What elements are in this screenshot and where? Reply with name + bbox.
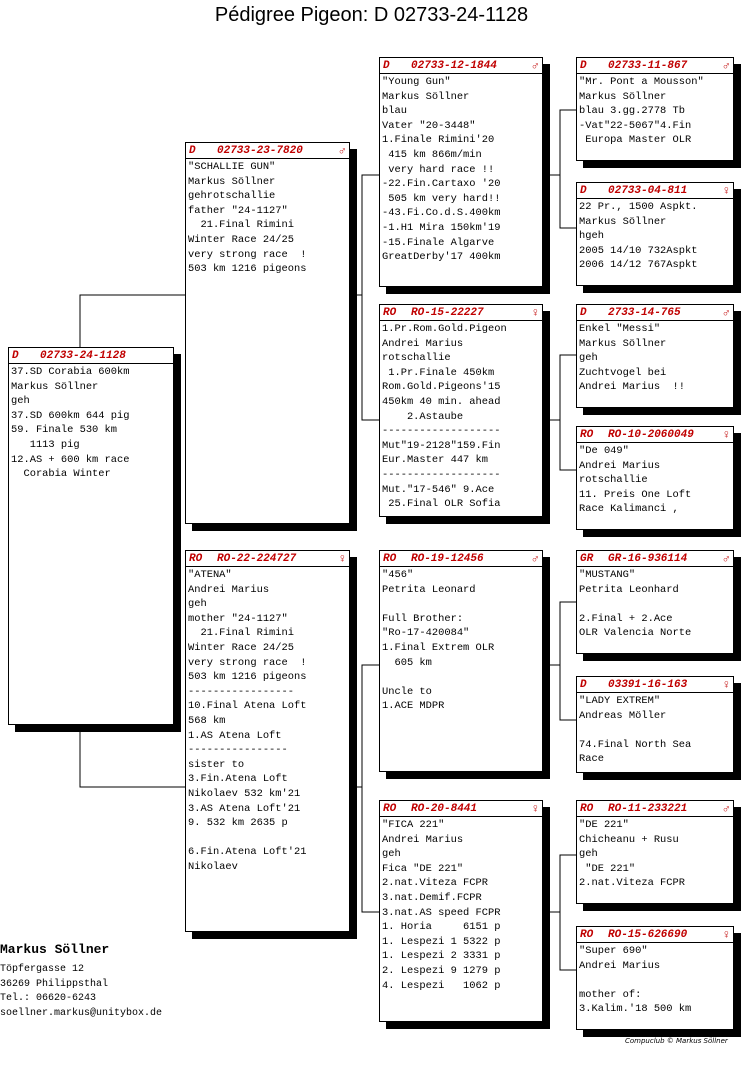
ring-header (186, 143, 349, 159)
detail-line: 3.nat.Demif.FCPR (382, 891, 482, 904)
connector-subject-sire (80, 295, 185, 347)
connector-dd-ddd (560, 912, 576, 970)
country-code: D (383, 59, 390, 72)
detail-line: Mut"19-2128"159.Fin (382, 439, 501, 452)
owner-city: 36269 Philippsthal (0, 978, 109, 990)
sex-symbol: ♂ (722, 801, 730, 816)
detail-line: Europa Master OLR (579, 134, 692, 147)
pigeon-card-dsd[interactable] (576, 676, 734, 773)
detail-line: Vater "20-3448" (382, 119, 476, 132)
detail-line: Andreas Möller (579, 709, 667, 722)
detail-line: "FICA 221" (382, 819, 445, 831)
pigeon-details (577, 567, 733, 642)
ring-header (577, 677, 733, 693)
ring-number: 02733-11-867 (608, 59, 688, 72)
ring-number: RO-15-626690 (608, 928, 688, 941)
country-code: RO (383, 552, 397, 565)
pigeon-card-ddd[interactable] (576, 926, 734, 1030)
pigeon-details (577, 74, 733, 149)
detail-line: 2.nat.Viteza FCPR (579, 877, 686, 890)
ring-header (380, 305, 542, 321)
pigeon-details (577, 199, 733, 274)
country-code: RO (580, 928, 594, 941)
detail-line: very hard race !! (382, 163, 495, 176)
detail-line: Zuchtvogel bei (579, 366, 667, 379)
detail-line: Markus Söllner (188, 175, 276, 188)
owner-name: Markus Söllner (0, 942, 110, 957)
pigeon-details (380, 74, 542, 266)
ring-number: RO-20-8441 (411, 802, 478, 815)
detail-line: 1. Horia 6151 p (382, 921, 501, 934)
detail-line: 3.Kalim.'18 500 km (579, 1003, 692, 1016)
detail-line: "456" (382, 569, 414, 581)
detail-line: "DE 221" (579, 819, 629, 831)
country-code: D (189, 144, 196, 157)
connector-ss-sss (543, 110, 576, 175)
detail-line: 415 km 866m/min (382, 148, 482, 161)
sex-symbol: ♂ (338, 143, 346, 158)
detail-line: "DE 221" (579, 862, 636, 875)
detail-line: blau (382, 105, 407, 118)
detail-line: geh (188, 598, 207, 611)
pigeon-card-dds[interactable] (576, 800, 734, 904)
pigeon-card-sss[interactable] (576, 57, 734, 161)
ring-header (577, 927, 733, 943)
pigeon-card-sire-sire[interactable] (379, 57, 543, 287)
ring-number: 02733-12-1844 (411, 59, 497, 72)
detail-line: -43.Fi.Co.d.S.400km (382, 207, 501, 220)
sex-symbol: ♀ (722, 927, 730, 942)
detail-line: "MUSTANG" (579, 569, 636, 581)
detail-line: geh (11, 395, 30, 408)
detail-line: 22 Pr., 1500 Aspkt. (579, 201, 698, 213)
detail-line: mother "24-1127" (188, 612, 288, 625)
detail-line: Nikolaev 532 km'21 (188, 787, 301, 800)
detail-line: Race Kalimanci , (579, 503, 679, 516)
detail-line: Markus Söllner (579, 215, 667, 228)
ring-header (577, 427, 733, 443)
page-title: Pédigree Pigeon: D 02733-24-1128 (214, 4, 529, 26)
detail-line: very strong race ! (188, 656, 307, 669)
connector-ds-dsd (560, 665, 576, 720)
detail-line: Andrei Marius !! (579, 381, 686, 394)
detail-line: "Young Gun" (382, 76, 451, 88)
detail-line: 2. Lespezi 9 1279 p (382, 964, 501, 977)
detail-line: Markus Söllner (579, 90, 667, 103)
detail-line: Markus Söllner (11, 380, 99, 393)
owner-email[interactable]: soellner.markus@unitybox.de (0, 1007, 163, 1019)
detail-line: 1.AS Atena Loft (188, 729, 282, 742)
detail-line: 6.Fin.Atena Loft'21 (188, 846, 307, 859)
sex-symbol: ♀ (722, 677, 730, 692)
sex-symbol: ♀ (531, 305, 539, 320)
detail-line: "SCHALLIE GUN" (188, 161, 276, 173)
ring-header (577, 183, 733, 199)
sex-symbol: ♂ (722, 551, 730, 566)
detail-line: "Mr. Pont a Mousson" (579, 76, 704, 88)
country-code: D (580, 59, 587, 72)
ring-header (380, 801, 542, 817)
detail-line: -15.Finale Algarve (382, 236, 495, 249)
owner-phone: Tel.: 06620-6243 (0, 993, 97, 1004)
pigeon-card-subject[interactable] (8, 347, 174, 725)
country-code: D (580, 678, 587, 691)
detail-line: Rom.Gold.Pigeons'15 (382, 381, 501, 394)
detail-line: Mut."17-546" 9.Ace (382, 483, 495, 496)
pigeon-details (380, 321, 542, 513)
detail-line (382, 597, 540, 612)
connector-subject-dam (80, 725, 185, 787)
detail-line: 37.SD 600km 644 pig (11, 409, 130, 422)
pigeon-details (577, 443, 733, 518)
detail-line: 25.Final OLR Sofia (382, 498, 501, 511)
detail-line: -Vat"22-5067"4.Fin (579, 119, 692, 132)
detail-line: 505 km very hard!! (382, 192, 501, 205)
connector-sire-ss (350, 175, 379, 295)
pigeon-details (380, 817, 542, 994)
detail-line: 1. Lespezi 2 3331 p (382, 950, 501, 963)
detail-line: hgeh (579, 230, 604, 243)
detail-line: -1.H1 Mira 150km'19 (382, 221, 501, 234)
pigeon-details (186, 567, 349, 875)
detail-line: 21.Final Rimini (188, 627, 295, 640)
detail-line: Winter Race 24/25 (188, 233, 295, 246)
credit-text: Compuclub © Markus Söllner (625, 1037, 728, 1045)
detail-line: Markus Söllner (579, 337, 667, 350)
detail-line: 1.ACE MDPR (382, 700, 445, 713)
detail-line: ---------------- (188, 744, 288, 757)
detail-line: Nikolaev (188, 860, 238, 873)
pigeon-card-sdd[interactable] (576, 426, 734, 530)
pigeon-card-dss[interactable] (576, 550, 734, 654)
detail-line: "Ro-17-420084" (382, 627, 470, 640)
detail-line: father "24-1127" (188, 204, 288, 217)
detail-line: Fica "DE 221" (382, 862, 464, 875)
detail-line: ----------------- (188, 685, 295, 698)
ring-number: RO-19-12456 (411, 552, 484, 565)
detail-line (579, 973, 731, 988)
sex-symbol: ♀ (338, 551, 346, 566)
detail-line: geh (579, 848, 598, 861)
detail-line: Corabia Winter (11, 468, 111, 481)
detail-line: very strong race ! (188, 248, 307, 261)
detail-line: 1.Finale Rimini'20 (382, 134, 495, 147)
pigeon-details (186, 159, 349, 278)
detail-line: 1.Pr.Finale 450km (382, 366, 495, 379)
detail-line: Eur.Master 447 km (382, 454, 489, 467)
detail-line: 10.Final Atena Loft (188, 700, 307, 713)
detail-line: 503 km 1216 pigeons (188, 671, 307, 684)
sex-symbol: ♂ (722, 305, 730, 320)
connector-dam-dd (362, 787, 379, 912)
pigeon-card-ssd[interactable] (576, 182, 734, 286)
detail-line: GreatDerby'17 400km (382, 251, 501, 264)
ring-header (577, 305, 733, 321)
detail-line (382, 670, 540, 685)
detail-line: Petrita Leonard (382, 583, 476, 596)
pigeon-details (577, 321, 733, 396)
ring-header (380, 58, 542, 74)
ring-number: 2733-14-765 (608, 306, 681, 319)
detail-line: "Super 690" (579, 945, 648, 957)
ring-number: 02733-04-811 (608, 184, 688, 197)
detail-line: 2005 14/10 732Aspkt (579, 244, 698, 257)
connector-sd-sdd (560, 420, 576, 470)
detail-line: 2.Final + 2.Ace (579, 612, 673, 625)
ring-number: 03391-16-163 (608, 678, 688, 691)
detail-line: "ATENA" (188, 569, 232, 581)
detail-line: 1.Final Extrem OLR (382, 641, 495, 654)
ring-number: RO-11-233221 (608, 802, 688, 815)
sex-symbol: ♀ (531, 801, 539, 816)
country-code: RO (383, 306, 397, 319)
sex-symbol: ♂ (531, 58, 539, 73)
pigeon-card-sire-dam[interactable] (379, 304, 543, 517)
country-code: GR (580, 552, 594, 565)
pigeon-details (577, 817, 733, 892)
detail-line: rotschallie (382, 352, 451, 365)
detail-line: Full Brother: (382, 612, 464, 625)
detail-line: Chicheanu + Rusu (579, 833, 679, 846)
pigeon-card-dam-sire[interactable] (379, 550, 543, 772)
ring-header (380, 551, 542, 567)
detail-line: Markus Söllner (382, 90, 470, 103)
connector-ss-ssd (560, 175, 576, 228)
connector-sire-sd (362, 295, 379, 420)
detail-line: "LADY EXTREM" (579, 695, 661, 707)
detail-line: Race (579, 753, 604, 766)
detail-line: ------------------- (382, 425, 501, 438)
sex-symbol: ♀ (722, 427, 730, 442)
detail-line: 12.AS + 600 km race (11, 453, 130, 466)
ring-header (9, 348, 173, 364)
detail-line: 9. 532 km 2635 p (188, 817, 288, 830)
detail-line: 568 km (188, 714, 226, 727)
owner-block (0, 941, 162, 1021)
detail-line: 450km 40 min. ahead (382, 395, 501, 408)
detail-line: OLR Valencia Norte (579, 627, 692, 640)
detail-line: 37.SD Corabia 600km (11, 366, 130, 378)
pigeon-details (9, 364, 173, 483)
detail-line: geh (579, 352, 598, 365)
detail-line: 3.nat.AS speed FCPR (382, 906, 501, 919)
detail-line: 1.Pr.Rom.Gold.Pigeon (382, 323, 507, 335)
detail-line: Andrei Marius (382, 337, 464, 350)
sex-symbol: ♂ (722, 58, 730, 73)
connector-dd-dds (543, 855, 576, 912)
ring-header (577, 58, 733, 74)
detail-line: gehrotschallie (188, 190, 276, 203)
detail-line: 3.AS Atena Loft'21 (188, 802, 301, 815)
ring-number: 02733-23-7820 (217, 144, 303, 157)
ring-number: RO-22-224727 (217, 552, 297, 565)
detail-line: 605 km (382, 656, 432, 669)
detail-line: Andrei Marius (579, 459, 661, 472)
ring-header (577, 551, 733, 567)
detail-line: -22.Fin.Cartaxo '20 (382, 178, 501, 191)
detail-line: Andrei Marius (579, 959, 661, 972)
detail-line: ------------------- (382, 468, 501, 481)
detail-line: 2006 14/12 767Aspkt (579, 259, 698, 272)
ring-header (186, 551, 349, 567)
country-code: D (12, 349, 19, 362)
ring-number: RO-15-22227 (411, 306, 484, 319)
country-code: RO (580, 428, 594, 441)
country-code: RO (580, 802, 594, 815)
connector-sd-sds (543, 355, 576, 420)
detail-line: Winter Race 24/25 (188, 641, 295, 654)
pigeon-card-sire[interactable] (185, 142, 350, 524)
ring-number: GR-16-936114 (608, 552, 688, 565)
ring-number: RO-10-2060049 (608, 428, 694, 441)
sex-symbol: ♀ (722, 183, 730, 198)
ring-number: 02733-24-1128 (40, 349, 126, 362)
detail-line: geh (382, 848, 401, 861)
detail-line: 21.Final Rimini (188, 219, 295, 232)
detail-line: sister to (188, 758, 245, 771)
detail-line: rotschallie (579, 474, 648, 487)
detail-line (579, 723, 731, 738)
country-code: D (580, 306, 587, 319)
detail-line: Uncle to (382, 685, 432, 698)
pigeon-details (577, 943, 733, 1018)
detail-line: blau 3.gg.2778 Tb (579, 105, 686, 118)
detail-line: Andrei Marius (382, 833, 464, 846)
pigeon-card-sds[interactable] (576, 304, 734, 408)
detail-line (579, 597, 731, 612)
detail-line: 1. Lespezi 1 5322 p (382, 935, 501, 948)
pigeon-details (380, 567, 542, 715)
detail-line: 4. Lespezi 1062 p (382, 979, 501, 992)
ring-header (577, 801, 733, 817)
owner-street: Töpfergasse 12 (0, 964, 85, 975)
detail-line: 1113 pig (11, 438, 80, 451)
detail-line: 2.Astaube (382, 410, 464, 423)
detail-line: Andrei Marius (188, 583, 270, 596)
connector-dam-ds (350, 665, 379, 787)
detail-line: 74.Final North Sea (579, 738, 692, 751)
detail-line: "De 049" (579, 445, 629, 457)
pigeon-card-dam-dam[interactable] (379, 800, 543, 1022)
detail-line (188, 831, 347, 846)
detail-line: Petrita Leonhard (579, 583, 679, 596)
detail-line: Enkel "Messi" (579, 323, 661, 335)
detail-line: 11. Preis One Loft (579, 488, 692, 501)
sex-symbol: ♂ (531, 551, 539, 566)
country-code: RO (383, 802, 397, 815)
detail-line: mother of: (579, 988, 642, 1001)
detail-line: 3.Fin.Atena Loft (188, 773, 288, 786)
connector-ds-dss (543, 602, 576, 665)
pigeon-details (577, 693, 733, 768)
country-code: D (580, 184, 587, 197)
detail-line: 59. Finale 530 km (11, 424, 118, 437)
pigeon-card-dam[interactable] (185, 550, 350, 932)
detail-line: 503 km 1216 pigeons (188, 263, 307, 276)
country-code: RO (189, 552, 203, 565)
detail-line: 2.nat.Viteza FCPR (382, 877, 489, 890)
